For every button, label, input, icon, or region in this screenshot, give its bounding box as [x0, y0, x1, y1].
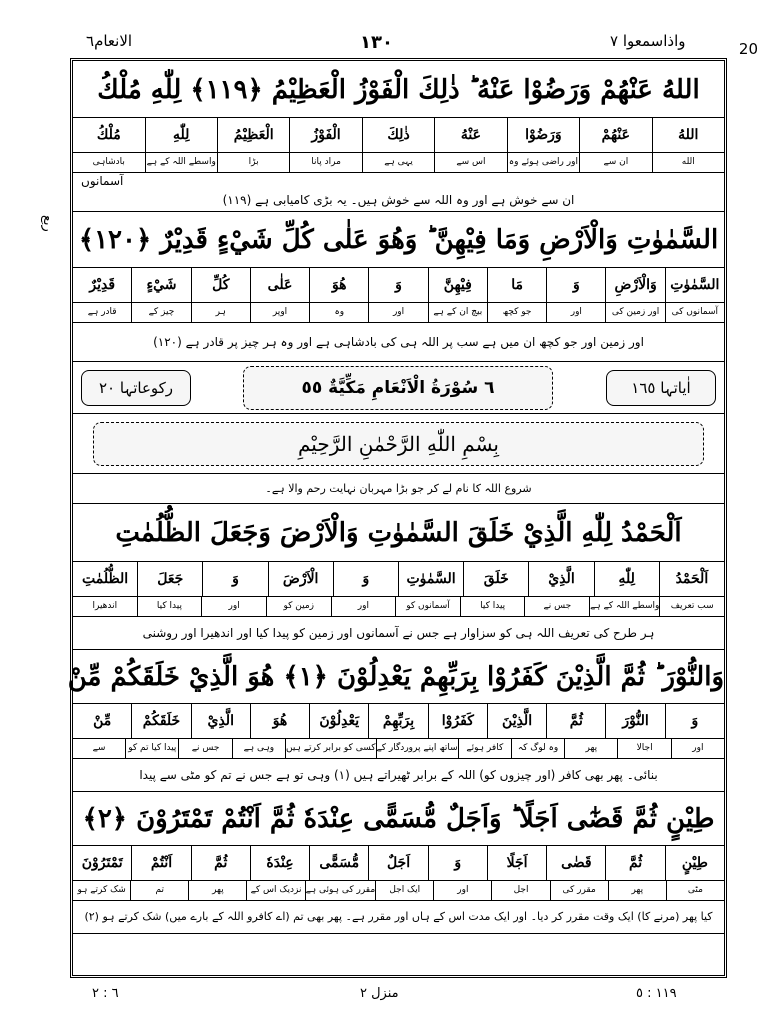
meaning-cell: پیدا کیا تم کو: [125, 738, 178, 759]
arabic-page-number: ۱۳۰: [360, 32, 393, 53]
word-cell: مُّسَمًّى: [309, 846, 368, 881]
meaning-cell: آسمانوں کی: [665, 302, 724, 323]
word-cell: اَجَلٌ: [368, 846, 427, 881]
word-cell: وَ: [202, 562, 267, 597]
meaning-cell: پھر: [564, 738, 617, 759]
meaning-cell: مقرر کی: [550, 880, 608, 901]
word-cell: شَيْءٍ: [131, 268, 190, 303]
word-cell: وَ: [428, 846, 487, 881]
meaning-cell: قادر ہے: [73, 302, 131, 323]
meaning-cell: ان سے: [579, 152, 651, 173]
translation-1b: ان سے خوش ہے اور وہ اللہ سے خوش ہیں۔ یہ بڑی کامیابی ہے (۱۱۹): [222, 193, 575, 208]
meaning-cell: اور زمین کی: [605, 302, 664, 323]
word-cell: الَّذِيْ: [191, 704, 250, 739]
word-cell: قَضٰى: [546, 846, 605, 881]
meaning-cell: پیدا کیا: [137, 596, 202, 617]
meaning-cell: جس نے: [524, 596, 589, 617]
surah-title: ٦ سُوْرَةُ الْاَنْعَامِ مَكِّيَّةٌ ٥٥: [243, 366, 553, 410]
meaning-cell: ہر: [191, 302, 250, 323]
word-cell: وَ: [368, 268, 427, 303]
meaning-cell: اور: [201, 596, 266, 617]
word-cell: اللهُ: [652, 118, 724, 153]
meaning-cell: اجل: [491, 880, 549, 901]
footer-right: ١١٩ : ٥: [636, 986, 677, 1001]
word-cell: قَدِيْرٌ: [73, 268, 131, 303]
verse-line-4: وَالنُّوْرَ ؕ ثُمَّ الَّذِيْنَ كَفَرُوْا بِرَبِّهِمْ يَعْدِلُوْنَ ﴿۱﴾ هُوَ الَّذِيْ خَلَقَكُمْ مِّنْ: [73, 650, 724, 704]
surah-header-label: الانعام٦: [86, 32, 133, 50]
meaning-cell: مراد پانا: [289, 152, 361, 173]
word-cell: كُلِّ: [191, 268, 250, 303]
word-row-1: [73, 118, 724, 153]
meaning-cell: اور: [331, 596, 396, 617]
meaning-cell: الله: [652, 152, 724, 173]
surah-heading: [73, 362, 724, 414]
meaning-cell: سے: [73, 738, 125, 759]
translation-3: ہر طرح کی تعریف اللہ ہی کو سزاوار ہے جس نے آسمانوں اور زمین کو پیدا کیا اور اندھیرا اور روشنی: [73, 616, 724, 650]
basmala-panel: [73, 414, 724, 474]
translation-4: بنائی۔ پھر بھی کافر (اور چیزوں کو) اللہ کے برابر ٹھیراتے ہیں (۱) وہی تو ہے جس نے تم کو مٹی سے پیدا: [73, 758, 724, 792]
meaning-cell: سب تعریف: [659, 596, 724, 617]
meaning-cell: جو کچھ: [487, 302, 546, 323]
meaning-cell: یہی ہے: [362, 152, 434, 173]
page-number: 20: [738, 40, 758, 58]
translation-5: کیا پھر (مرنے کا) ایک وقت مقرر کر دیا۔ اور ایک مدت اس کے ہاں اور مقرر ہے۔ پھر بھی تم (اے کافرو اللہ کے بارے میں) شک کرتے ہو (۲): [73, 900, 724, 934]
word-cell: وَ: [665, 704, 724, 739]
meaning-cell: اور: [433, 880, 491, 901]
word-cell: لِلّٰهِ: [594, 562, 659, 597]
meaning-cell: اور: [671, 738, 724, 759]
word-cell: وَالْاَرْضِ: [605, 268, 664, 303]
meaning-cell: واسطے اللہ کے ہے: [145, 152, 217, 173]
meaning-cell: اوپر: [250, 302, 309, 323]
word-cell: وَ: [333, 562, 398, 597]
word-cell: ثُمَّ: [191, 846, 250, 881]
verse-line-2: السَّمٰوٰتِ وَالْاَرْضِ وَمَا فِيْهِنَّ ؕ وَهُوَ عَلٰى كُلِّ شَيْءٍ قَدِيْرٌ ﴿۱۲۰﴾: [73, 212, 724, 268]
word-cell: خَلَقَ: [463, 562, 528, 597]
word-cell: السَّمٰوٰتِ: [665, 268, 724, 303]
word-row-5: [73, 846, 724, 881]
verse-line-1: اللهُ عَنْهُمْ وَرَضُوْا عَنْهُ ؕ ذٰلِكَ الْفَوْزُ الْعَظِيْمُ ﴿۱۱۹﴾ لِلّٰهِ مُلْكُ: [73, 62, 724, 118]
basmala-translation: شروع اللہ کا نام لے کر جو بڑا مہربان نہایت رحم والا ہے۔: [73, 474, 724, 504]
meaning-cell: پیدا کیا: [460, 596, 525, 617]
word-row-3: [73, 562, 724, 597]
meaning-row-3: [73, 596, 724, 617]
basmala: بِسْمِ اللّٰهِ الرَّحْمٰنِ الرَّحِيْمِ: [93, 422, 704, 466]
word-cell: اَجَلًا: [487, 846, 546, 881]
word-cell: هُوَ: [309, 268, 368, 303]
word-cell: هُوَ: [250, 704, 309, 739]
verse-line-3: اَلْحَمْدُ لِلّٰهِ الَّذِيْ خَلَقَ السَّمٰوٰتِ وَالْاَرْضَ وَجَعَلَ الظُّلُمٰتِ: [73, 504, 724, 562]
translation-2: اور زمین اور جو کچھ ان میں ہے سب پر اللہ ہی کی بادشاہی ہے اور وہ ہر چیز پر قادر ہے (۱۲۰): [73, 322, 724, 362]
meaning-cell: کافر ہوئے: [458, 738, 511, 759]
word-cell: مَا: [487, 268, 546, 303]
meaning-cell: واسطے اللہ کے ہے: [589, 596, 659, 617]
word-cell: وَ: [546, 268, 605, 303]
meaning-row-4: [73, 738, 724, 759]
meaning-cell: تم: [130, 880, 188, 901]
meaning-cell: نزدیک اس کے: [246, 880, 304, 901]
meaning-cell: مقرر کی ہوئی ہے: [305, 880, 376, 901]
ayat-count: اٰیاتہا ١٦٥: [606, 370, 716, 406]
word-cell: كَفَرُوْا: [428, 704, 487, 739]
word-cell: مُلْكُ: [73, 118, 144, 153]
meaning-cell: پھر: [608, 880, 666, 901]
word-cell: ثُمَّ: [546, 704, 605, 739]
meaning-cell: اس سے: [434, 152, 506, 173]
word-cell: عَلٰى: [250, 268, 309, 303]
verse-line-5: طِيْنٍ ثُمَّ قَضٰٓى اَجَلًا ؕ وَاَجَلٌ مُّسَمًّى عِنْدَهٗ ثُمَّ اَنْتُمْ تَمْتَرُوْنَ ﴿۲﴾: [73, 792, 724, 846]
para-header-label: واذاسمعوا ۷: [610, 32, 686, 50]
meaning-cell: بادشاہی: [73, 152, 144, 173]
word-cell: الْعَظِيْمُ: [217, 118, 289, 153]
meaning-cell: زمین کو: [266, 596, 331, 617]
word-cell: طِيْنٍ: [665, 846, 724, 881]
meaning-cell: جس نے: [178, 738, 231, 759]
word-cell: اَلْحَمْدُ: [659, 562, 724, 597]
meaning-cell: ایک اجل: [375, 880, 433, 901]
word-cell: جَعَلَ: [137, 562, 202, 597]
meaning-cell: وہی ہے: [232, 738, 285, 759]
translation-1a: آسمانوں: [81, 174, 124, 188]
translation-1: [73, 172, 724, 212]
meaning-cell: وہ: [309, 302, 368, 323]
word-cell: ثُمَّ: [605, 846, 664, 881]
word-cell: الظُّلُمٰتِ: [73, 562, 137, 597]
word-cell: السَّمٰوٰتِ: [398, 562, 463, 597]
meaning-cell: پھر: [188, 880, 246, 901]
word-cell: الَّذِيْنَ: [487, 704, 546, 739]
ruku-count: رکوعاتہا ٢٠: [81, 370, 191, 406]
meaning-cell: مٹی: [666, 880, 724, 901]
meaning-cell: اندھیرا: [73, 596, 137, 617]
meaning-cell: ساتھ اپنے پروردگار کے: [376, 738, 458, 759]
footer-center: منزل ٢: [360, 986, 399, 1001]
meaning-row-2: [73, 302, 724, 323]
meaning-cell: اور راضی ہوئے وہ: [507, 152, 579, 173]
word-cell: تَمْتَرُوْنَ: [73, 846, 131, 881]
meaning-cell: وہ لوگ کہ: [511, 738, 564, 759]
meaning-cell: شک کرتے ہو: [73, 880, 130, 901]
word-cell: اَنْتُمْ: [131, 846, 190, 881]
meaning-cell: اجالا: [617, 738, 670, 759]
word-cell: الْفَوْزُ: [289, 118, 361, 153]
meaning-cell: چیز کے: [131, 302, 190, 323]
meaning-row-1: [73, 152, 724, 173]
margin-note: ربع: [40, 215, 55, 232]
word-cell: بِرَبِّهِمْ: [368, 704, 427, 739]
word-cell: مِّنْ: [73, 704, 131, 739]
word-cell: الْاَرْضَ: [268, 562, 333, 597]
word-cell: عَنْهُ: [434, 118, 506, 153]
word-cell: الَّذِيْ: [528, 562, 593, 597]
meaning-cell: اور: [546, 302, 605, 323]
word-row-2: [73, 268, 724, 303]
word-cell: خَلَقَكُمْ: [131, 704, 190, 739]
meaning-row-5: [73, 880, 724, 901]
word-cell: فِيْهِنَّ: [428, 268, 487, 303]
word-cell: النُّوْرَ: [605, 704, 664, 739]
meaning-cell: بیچ ان کے ہے: [428, 302, 487, 323]
footer-left: ٦ : ٢: [92, 986, 119, 1001]
meaning-cell: آسمانوں کو: [395, 596, 460, 617]
word-cell: وَرَضُوْا: [507, 118, 579, 153]
meaning-cell: اور: [368, 302, 427, 323]
word-cell: عِنْدَهٗ: [250, 846, 309, 881]
word-cell: ذٰلِكَ: [362, 118, 434, 153]
word-cell: لِلّٰهِ: [145, 118, 217, 153]
word-row-4: [73, 704, 724, 739]
meaning-cell: بڑا: [217, 152, 289, 173]
meaning-cell: کسی کو برابر کرتے ہیں: [285, 738, 376, 759]
word-cell: يَعْدِلُوْنَ: [309, 704, 368, 739]
word-cell: عَنْهُمْ: [579, 118, 651, 153]
